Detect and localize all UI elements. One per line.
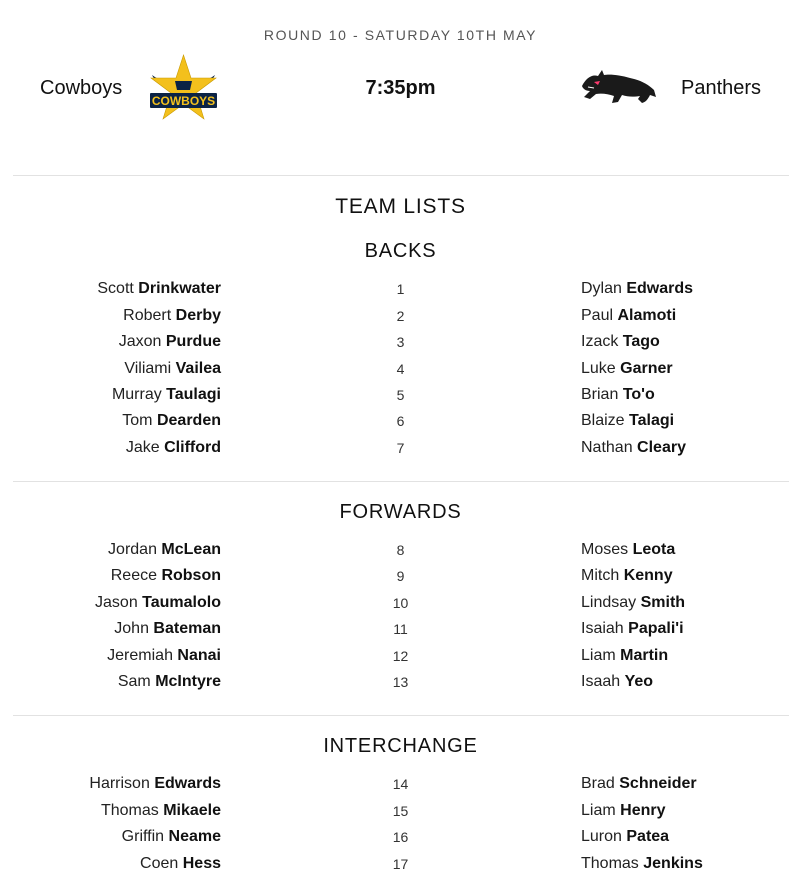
table-row [0,386,801,408]
round-info: ROUND 10 - SATURDAY 10TH MAY [263,27,538,43]
table-row [0,620,801,642]
jersey-number: 12 [392,648,409,664]
away-player[interactable]: Brad Schneider [581,775,697,792]
table-row [0,280,801,302]
away-player[interactable]: Isaah Yeo [581,673,654,690]
away-player[interactable]: Moses Leota [581,541,676,558]
team-lists-title: TEAM LISTS [335,195,466,218]
panthers-logo-icon[interactable] [580,66,658,106]
table-row [0,775,801,797]
divider [13,481,789,482]
away-player[interactable]: Izack Tago [581,333,660,350]
home-player[interactable]: Murray Taulagi [111,386,221,403]
jersey-number: 5 [396,387,405,403]
table-row [0,412,801,434]
away-player[interactable]: Brian To'o [581,386,655,403]
home-player[interactable]: Robert Derby [123,307,221,324]
away-player[interactable]: Nathan Cleary [581,439,686,456]
away-player[interactable]: Liam Martin [581,647,669,664]
home-player[interactable]: John Bateman [114,620,221,637]
table-row [0,307,801,329]
table-row [0,360,801,382]
divider [13,175,789,176]
home-player[interactable]: Tom Dearden [122,412,221,429]
section-title-interchange: INTERCHANGE [323,735,478,757]
away-player[interactable]: Blaize Talagi [581,412,675,429]
home-player[interactable]: Thomas Mikaele [100,802,221,819]
jersey-number: 16 [392,829,409,845]
table-row [0,333,801,355]
away-player[interactable]: Isaiah Papali'i [581,620,684,637]
home-player[interactable]: Scott Drinkwater [97,280,221,297]
section-title-backs: BACKS [364,240,437,262]
table-row [0,594,801,616]
home-player[interactable]: Sam McIntyre [117,673,221,690]
jersey-number: 9 [396,568,405,584]
table-row [0,567,801,589]
home-player[interactable]: Jaxon Purdue [118,333,221,350]
away-team-name[interactable]: Panthers [681,77,762,99]
jersey-number: 4 [396,361,405,377]
home-player[interactable]: Jordan McLean [108,541,221,558]
away-player[interactable]: Dylan Edwards [581,280,694,297]
table-row [0,802,801,824]
table-row [0,541,801,563]
away-player[interactable]: Luke Garner [581,360,673,377]
jersey-number: 11 [393,621,408,637]
jersey-number: 15 [392,803,409,819]
away-player[interactable]: Luron Patea [581,828,670,845]
home-player[interactable]: Harrison Edwards [89,775,221,792]
away-player[interactable]: Paul Alamoti [581,307,677,324]
home-player[interactable]: Viliami Vailea [124,360,221,377]
section-title-forwards: FORWARDS [339,501,462,523]
jersey-number: 1 [396,281,405,297]
away-player[interactable]: Lindsay Smith [581,594,686,611]
table-row [0,673,801,695]
home-player[interactable]: Reece Robson [110,567,221,584]
home-player[interactable]: Jason Taumalolo [95,594,221,611]
table-row [0,439,801,461]
table-row [0,855,801,877]
jersey-number: 10 [392,595,409,611]
divider [13,715,789,716]
jersey-number: 6 [396,413,405,429]
jersey-number: 14 [392,776,409,792]
jersey-number: 13 [392,674,409,690]
away-player[interactable]: Liam Henry [581,802,666,819]
jersey-number: 2 [396,308,405,324]
away-player[interactable]: Mitch Kenny [581,567,673,584]
home-team-name[interactable]: Cowboys [40,77,123,99]
jersey-number: 17 [392,856,409,872]
table-row [0,828,801,850]
home-player[interactable]: Coen Hess [140,855,221,872]
away-player[interactable]: Thomas Jenkins [581,855,703,872]
table-row [0,647,801,669]
home-player[interactable]: Jake Clifford [125,439,221,456]
jersey-number: 7 [396,440,405,456]
kickoff-time: 7:35pm [365,77,436,99]
jersey-number: 8 [396,542,405,558]
home-player[interactable]: Jeremiah Nanai [107,647,221,664]
jersey-number: 3 [396,334,405,350]
home-player[interactable]: Griffin Neame [121,828,221,845]
cowboys-logo-text: COWBOYS [151,94,216,108]
